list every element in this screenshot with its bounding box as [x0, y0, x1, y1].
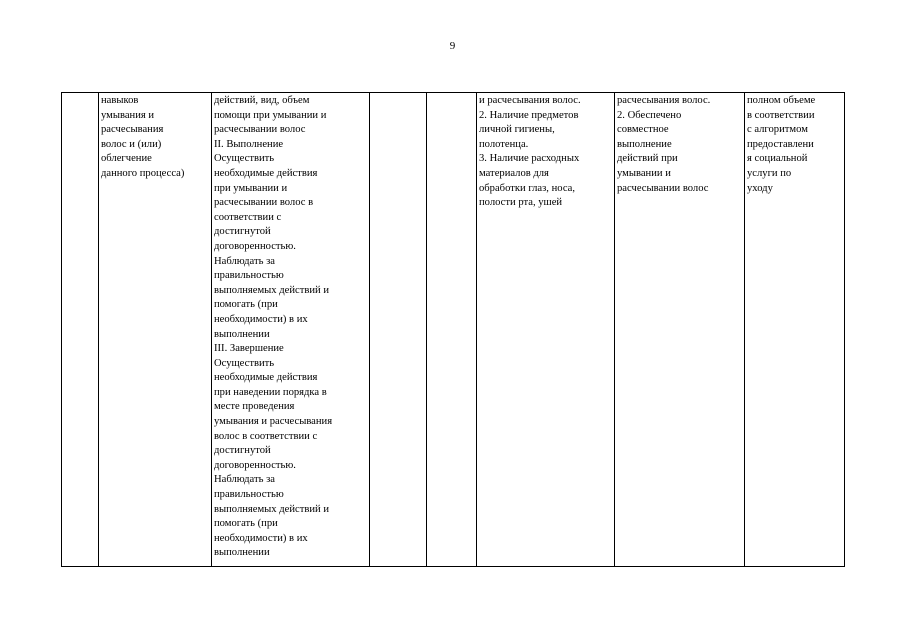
- page-number: 9: [449, 40, 456, 52]
- table-cell-quality-indicators: расчесывания волос. 2. Обеспечено совместное выполнение действий при умывании и расчесывании волос: [615, 93, 745, 567]
- table-cell-column-4: [370, 93, 427, 567]
- service-standard-table: [61, 92, 845, 567]
- table-cell-conditions: и расчесывания волос. 2. Наличие предметов личной гигиены, полотенца. 3. Наличие расходных материалов для обработки глаз, носа, полости рта, ушей: [477, 93, 615, 567]
- table-cell-column-5: [427, 93, 477, 567]
- table-cell-service-description: действий, вид, объем помощи при умывании и расчесывании волос II. Выполнение Осуществить необходимые действия при умывании и расчесывании волос в соответствии с достигнутой договоренностью. Наблюдать за правильностью выполняемых действий и помогать (при необходимости) в их выполнении III. Завершение Осуществить необходимые действия при наведении порядка в месте проведения умывания и расчесывания волос в соответствии с достигнутой договоренностью. Наблюдать за правильностью выполняемых действий и помогать (при необходимости) в их выполнении: [212, 93, 370, 567]
- table-row: [62, 93, 845, 567]
- table-cell-evaluation: полном объеме в соответствии с алгоритмом предоставлени я социальной услуги по уходу: [745, 93, 845, 567]
- table-cell-number: [62, 93, 99, 567]
- table-cell-service-name: навыков умывания и расчесывания волос и (или) облегчение данного процесса): [99, 93, 212, 567]
